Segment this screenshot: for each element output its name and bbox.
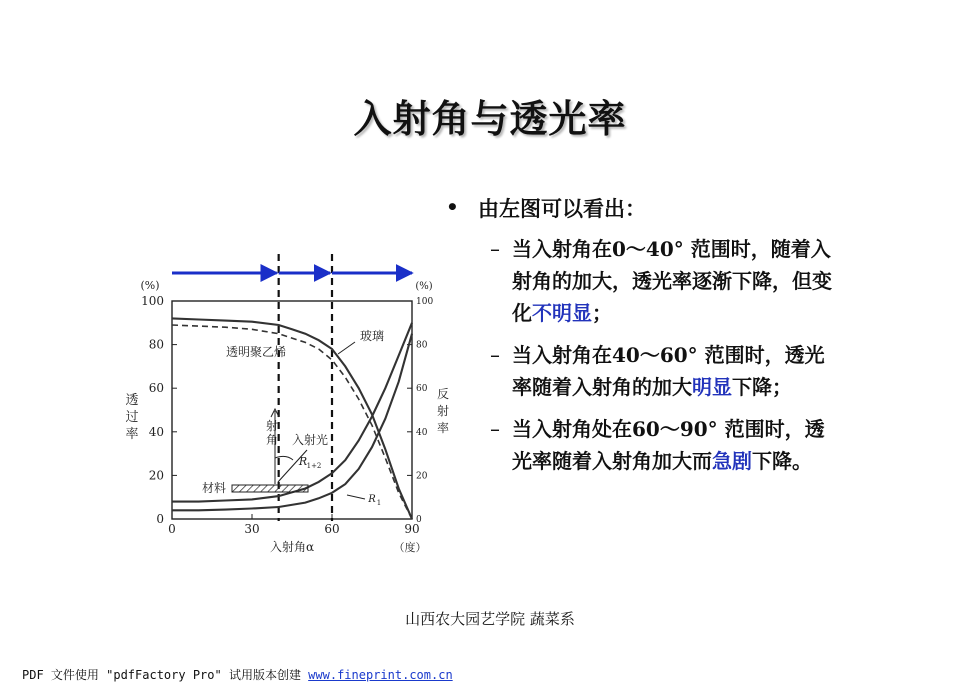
y-tick-label: 40 (148, 424, 164, 439)
series-label: R (298, 455, 308, 468)
x-tick-label: 0 (168, 522, 176, 536)
sub-bullet-highlight: 急剧 (712, 449, 752, 473)
y-tick-label: 100 (141, 294, 164, 308)
y-tick-label: 20 (148, 468, 164, 483)
leader-line (347, 495, 365, 499)
y-axis-label-char: 透 (125, 393, 139, 408)
sub-bullet (440, 413, 840, 477)
transmittance-chart (110, 246, 450, 556)
material-sample (232, 485, 308, 492)
series-label: 透明聚乙烯 (225, 345, 287, 359)
material-label: 材料 (201, 481, 227, 495)
sub-bullet-tail: ； (592, 301, 612, 325)
x-axis-label: 入射角α (269, 540, 315, 554)
dash-marker: – (490, 343, 500, 367)
incident-light-label: 入射光 (291, 433, 329, 447)
y-unit-label: (%) (140, 279, 160, 292)
y-axis-label-char: 率 (125, 427, 139, 442)
fineprint-link[interactable]: www.fineprint.com.cn (308, 668, 453, 682)
sub-bullet-highlight: 明显 (692, 375, 732, 399)
series-line (172, 323, 412, 502)
y2-tick-label: 60 (416, 384, 428, 395)
explanation-list (440, 195, 840, 477)
y2-tick-label: 40 (416, 427, 428, 438)
sub-bullet-tail: 下降。 (752, 449, 812, 473)
bullet-lead-text: 由左图可以看出： (478, 196, 646, 221)
x-unit-label: （度） (393, 541, 427, 554)
y2-axis-label-char: 率 (436, 421, 450, 435)
bullet-lead (440, 195, 840, 223)
leader-line (338, 342, 355, 354)
y2-tick-label: 100 (416, 297, 434, 307)
y-tick-label: 0 (156, 512, 164, 526)
y2-unit-label: (%) (415, 281, 433, 292)
slide-title: 入射角与透光率 (353, 96, 627, 141)
y2-tick-label: 20 (416, 471, 428, 482)
dash-marker: – (490, 417, 500, 441)
y-axis-label-char: 过 (125, 410, 139, 425)
series-label-subscript: 1 (376, 499, 382, 507)
x-tick-label: 90 (404, 522, 420, 536)
x-tick-label: 30 (244, 522, 260, 536)
incident-angle-label-char: 射 (265, 419, 279, 433)
y2-tick-label: 80 (416, 340, 428, 351)
footer-institution: 山西农大园艺学院 蔬菜系 (405, 610, 575, 628)
sub-bullet (440, 233, 840, 329)
x-tick-label: 60 (324, 522, 340, 536)
y-tick-label: 80 (148, 337, 164, 352)
sub-bullet (440, 339, 840, 403)
incident-angle-label-char: 角 (265, 433, 279, 447)
series-label: R (368, 494, 376, 505)
sub-bullet-text: 当入射角在0～40° 范围时，随着入射角的加大，透光率逐渐下降，但变化 (512, 237, 832, 325)
y2-axis-label-char: 反 (436, 387, 450, 401)
pdf-watermark-bar (22, 666, 453, 683)
series-label-subscript: 1+2 (306, 462, 322, 470)
sub-bullet-text: 当入射角处在60～90° 范围时，透光率随着入射角加大而 (512, 417, 825, 473)
y2-axis-label-char: 射 (436, 404, 450, 418)
sub-bullet-text: 当入射角在40～60° 范围时，透光率随着入射角的加大 (512, 343, 825, 399)
y2-tick-label: 0 (416, 515, 422, 525)
sub-bullet-tail: 下降； (732, 375, 792, 399)
y-tick-label: 60 (148, 381, 164, 396)
bullet-dot: • (446, 195, 459, 219)
sub-bullet-highlight: 不明显 (532, 301, 592, 325)
pdf-watermark-text: PDF 文件使用 "pdfFactory Pro" 试用版本创建 (22, 668, 309, 682)
dash-marker: – (490, 237, 500, 261)
series-label: 玻璃 (359, 329, 385, 343)
